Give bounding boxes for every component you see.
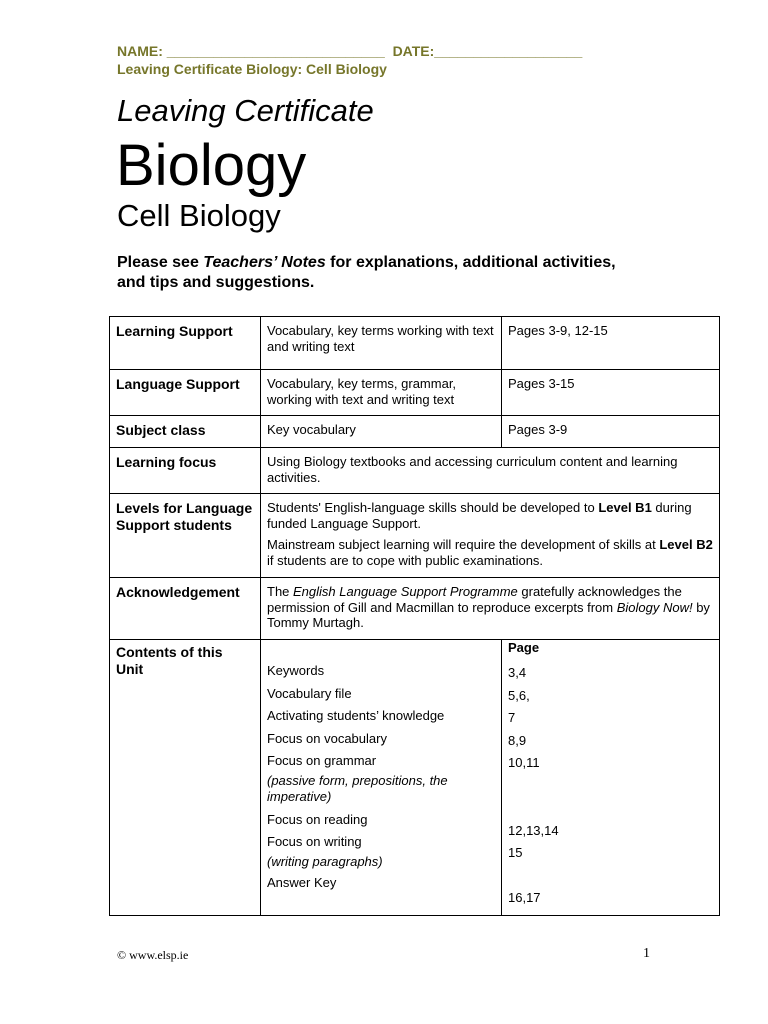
pages-learning-support: Pages 3-9, 12-15 [502, 317, 720, 370]
ack-e: by Tommy Murtagh. [267, 599, 710, 630]
contents-pages [502, 640, 720, 916]
levels-p2-level: Level B2 [659, 537, 713, 552]
pages-language-support: Pages 3-15 [502, 370, 720, 416]
levels-para-2 [267, 537, 713, 568]
levels-p1-level: Level B1 [598, 500, 652, 515]
label-levels: Levels for Language Support students [110, 494, 261, 578]
contents-item-note: (writing paragraphs) [267, 853, 383, 869]
contents-item: Activating students’ knowledge [267, 708, 445, 723]
row-levels [110, 494, 720, 578]
levels-p2-end: if students are to cope with public examinations. [267, 552, 544, 568]
levels-p2-text: Mainstream subject learning will require the development of skills at [267, 537, 660, 552]
intro-part1: Please see [117, 254, 204, 271]
intro-part2: for explanations, additional activities, and tips and suggestions. [117, 254, 616, 291]
ack-book: Biology Now! [616, 599, 693, 615]
label-acknowledgement: Acknowledgement [110, 578, 261, 640]
desc-subject-class: Key vocabulary [261, 416, 502, 448]
page-number-footer: 1 [643, 946, 650, 961]
contents-item: Keywords [267, 663, 325, 678]
levels-p1-text: Students' English-language skills should be developed to [267, 500, 599, 515]
contents-item: Vocabulary file [267, 685, 352, 701]
info-table [109, 316, 720, 916]
contents-label-line1: Contents of this [116, 644, 223, 660]
contents-item: Focus on reading [267, 811, 368, 827]
intro-text [117, 253, 637, 293]
desc-acknowledgement [261, 578, 720, 640]
label-contents [110, 640, 261, 916]
desc-learning-focus: Using Biology textbooks and accessing curriculum content and learning activities. [261, 448, 720, 494]
header-subtitle: Leaving Certificate Biology: Cell Biology [117, 61, 387, 77]
row-subject-class [110, 416, 720, 448]
ack-programme: English Language Support Programme [293, 584, 518, 599]
footer-copyright: © www.elsp.ie [117, 948, 189, 962]
ack-a: The [267, 584, 294, 599]
contents-list [261, 640, 502, 916]
contents-item: Focus on writing [267, 834, 362, 849]
label-subject-class: Subject class [110, 416, 261, 448]
ack-c: gratefully acknowledges the permission of Gill and Macmillan to reproduce excerpts from [267, 584, 682, 615]
levels-para-1 [267, 500, 713, 531]
label-language-support: Language Support [110, 370, 261, 416]
title-biology: Biology [116, 133, 307, 198]
name-date-line: NAME: ____________________________ DATE:___________________ [117, 43, 583, 59]
desc-learning-support: Vocabulary, key terms working with text and writing text [261, 317, 502, 370]
page-number: 10,11 [508, 755, 540, 770]
title-line1: Leaving Certificate [117, 93, 374, 128]
page-number: 3,4 [508, 665, 527, 680]
desc-language-support: Vocabulary, key terms, grammar, working with text and writing text [261, 370, 502, 416]
page-number: 7 [508, 710, 516, 725]
page-number: 15 [508, 845, 523, 860]
intro-emphasis: Teachers’ Notes [203, 254, 326, 271]
page-number: 12,13,14 [508, 822, 559, 838]
desc-levels [261, 494, 720, 578]
page-number: 16,17 [508, 889, 541, 905]
contents-item: Answer Key [267, 874, 337, 890]
contents-item-note: (passive form, prepositions, the imperative) [267, 772, 448, 804]
page-spacer [508, 865, 713, 887]
row-learning-focus [110, 448, 720, 494]
pages-subject-class: Pages 3-9 [502, 416, 720, 448]
page-column-header: Page [508, 640, 540, 655]
label-learning-support: Learning Support [110, 317, 261, 370]
page-spacer [508, 775, 713, 820]
label-learning-focus: Learning focus [110, 448, 261, 494]
row-language-support [110, 370, 720, 416]
row-acknowledgement [110, 578, 720, 640]
title-cell-biology: Cell Biology [117, 198, 281, 233]
contents-label-line2: Unit [116, 661, 144, 677]
row-contents [110, 640, 720, 916]
levels-p1-end: during funded Language Support. [267, 500, 692, 531]
page-number: 5,6, [508, 687, 530, 703]
contents-item: Focus on grammar [267, 753, 377, 768]
page-number: 8,9 [508, 732, 527, 748]
contents-item: Focus on vocabulary [267, 730, 387, 746]
row-learning-support [110, 317, 720, 370]
